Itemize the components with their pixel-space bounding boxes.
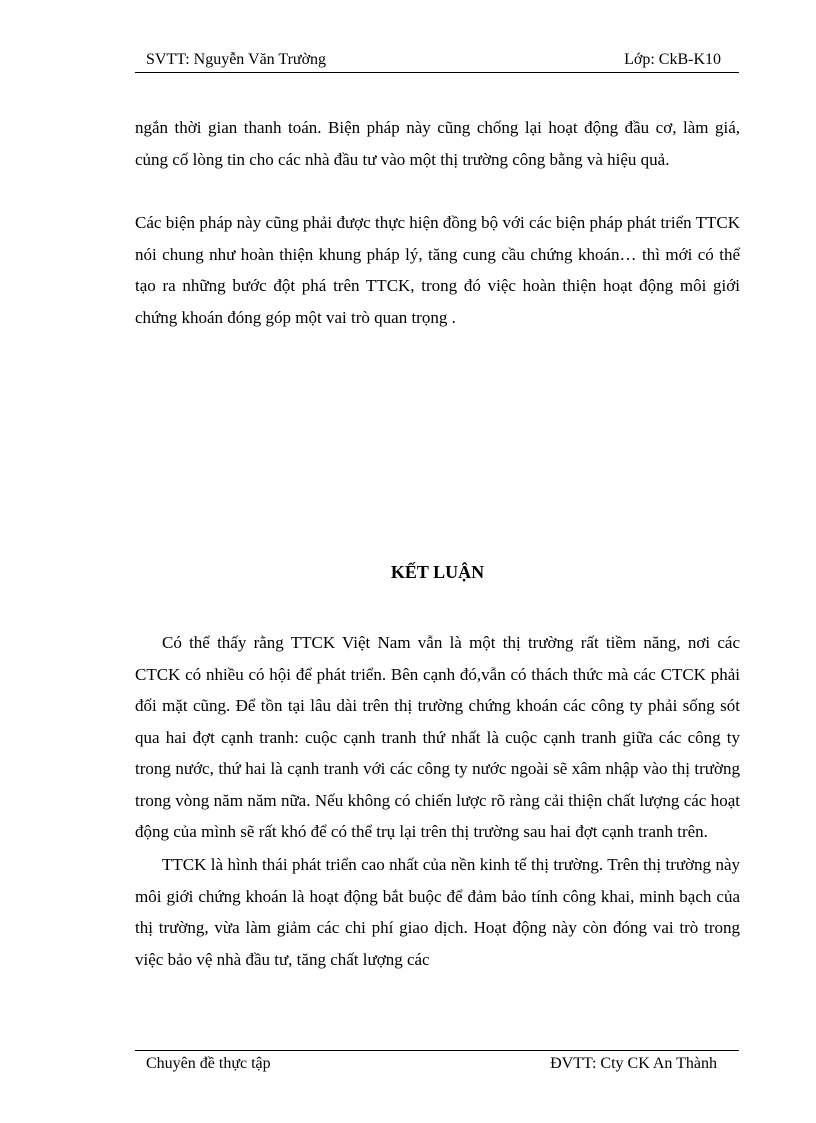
report-type: Chuyên đề thực tập — [146, 1055, 271, 1072]
page-header — [135, 50, 739, 73]
conclusion-heading: KẾT LUẬN — [390, 562, 485, 582]
student-name: SVTT: Nguyễn Văn Trường — [146, 51, 327, 68]
paragraph-3: Có thể thấy rằng TTCK Việt Nam vẫn là một thị trường rất tiềm năng, nơi các CTCK có nhiều có hội để phát triển. Bên cạnh đó,vẫn có thách thức mà các CTCK phải đối mặt cũng. Để tồn tại lâu dài trên thị trường chứng khoán các công ty phải sống sót qua hai đợt cạnh tranh: cuộc cạnh tranh thứ nhất là cuộc cạnh tranh giữa các công ty trong nước, thứ hai là cạnh tranh với các công ty nước ngoài sẽ xâm nhập vào thị trường trong vòng năm năm nữa. Nếu không có chiến lược rõ ràng cải thiện chất lượng các hoạt động của mình sẽ rất khó để có thể trụ lại trên thị trường sau hai đợt cạnh tranh trên. — [135, 633, 740, 841]
class-label: Lớp: CkB-K10 — [624, 51, 721, 68]
paragraph-4: TTCK là hình thái phát triển cao nhất của nền kinh tế thị trường. Trên thị trường này môi giới chứng khoán là hoạt động bắt buộc để đảm bảo tính công khai, minh bạch của thị trường, vừa làm giảm các chi phí giao dịch. Hoạt động này còn đóng vai trò trong việc bảo vệ nhà đầu tư, tăng chất lượng các — [135, 855, 740, 969]
paragraph-1: ngắn thời gian thanh toán. Biện pháp này cũng chống lại hoạt động đầu cơ, làm giá, củng cố lòng tin cho các nhà đầu tư vào một thị trường công bằng và hiệu quả. — [135, 118, 740, 169]
page-footer — [135, 1050, 739, 1077]
paragraph-2: Các biện pháp này cũng phải được thực hiện đồng bộ với các biện pháp phát triển TTCK nói chung như hoàn thiện khung pháp lý, tăng cung cầu chứng khoán… thì mới có thể tạo ra những bước đột phá trên TTCK, trong đó việc hoàn thiện hoạt động môi giới chứng khoán đóng góp một vai trò quan trọng . — [135, 213, 740, 327]
internship-company: ĐVTT: Cty CK An Thành — [550, 1055, 717, 1072]
